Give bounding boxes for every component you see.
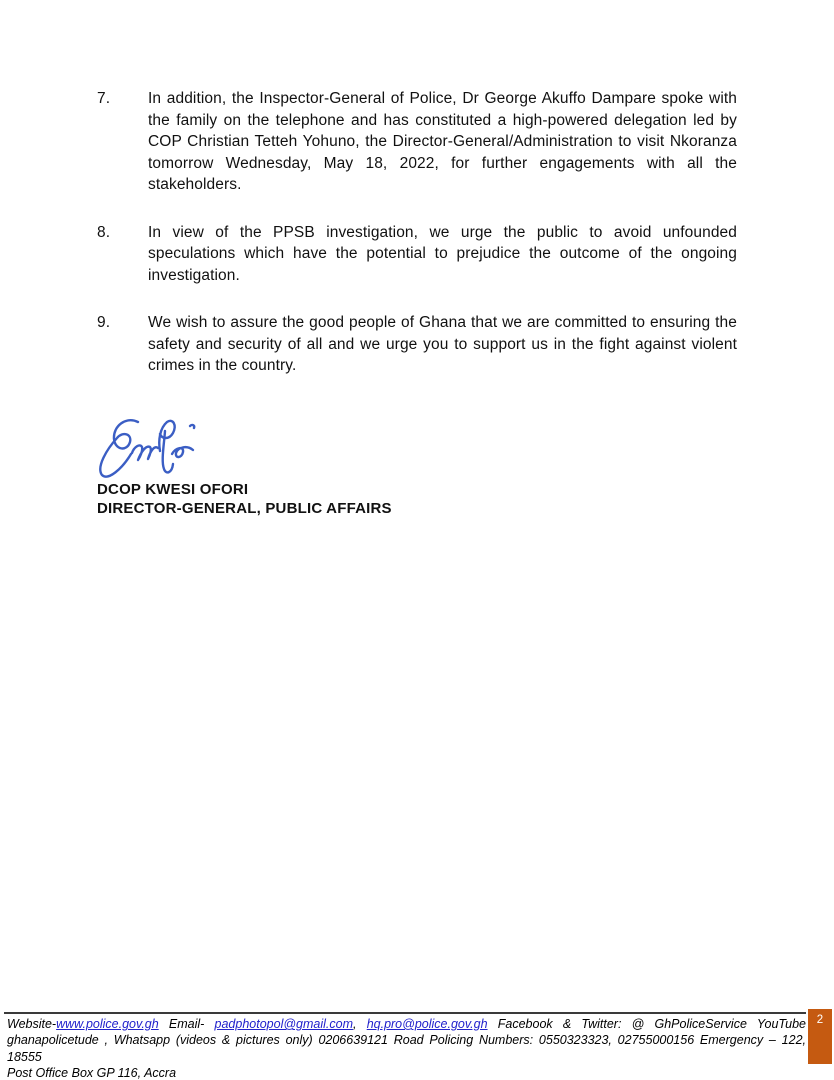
item-text: In addition, the Inspector-General of Police, Dr George Akuffo Dampare spoke with the family on the telephone and has constituted a high-powered delegation led by COP Christian Tetteh Yohuno, the Director-General/Administration to visit Nkoranza tomorrow Wednesday, May 18, 2022, for further engagements with all the stakeholders. (148, 90, 737, 193)
email-link-2[interactable]: hq.pro@police.gov.gh (366, 1017, 488, 1031)
website-label: Website- (7, 1017, 57, 1031)
page-footer (7, 1016, 806, 1080)
footer-divider (4, 1012, 806, 1014)
footer-line-2: ghanapolicetude , Whatsapp (videos & pictures only) 0206639121 Road Policing Numbers: 0550323323, 02755000156 Emergency – 122, 18555 (7, 1033, 806, 1064)
footer-line-1 (7, 1016, 806, 1032)
signature-image (88, 407, 203, 487)
item-number: 7. (97, 90, 111, 107)
social-handles: Facebook & Twitter: @ GhPoliceService YouTube (497, 1017, 806, 1031)
footer-line-3: Post Office Box GP 116, Accra (7, 1065, 177, 1080)
separator: , (353, 1017, 357, 1031)
item-number: 8. (97, 223, 111, 241)
signatory-title: DIRECTOR-GENERAL, PUBLIC AFFAIRS (97, 499, 392, 517)
item-text: In view of the PPSB investigation, we urge the public to avoid unfounded speculations which have the potential to prejudice the outcome of the ongoing investigation. (148, 223, 737, 284)
email-link-1[interactable]: padphotopol@gmail.com (214, 1017, 353, 1031)
email-label: Email- (168, 1017, 205, 1031)
signatory-block (97, 481, 392, 518)
website-link[interactable]: www.police.gov.gh (56, 1017, 159, 1031)
signatory-name: DCOP KWESI OFORI (97, 481, 249, 498)
signature-svg (88, 407, 203, 487)
list-item-9 (97, 312, 737, 377)
body-copy (97, 88, 737, 403)
item-text: We wish to assure the good people of Ghana that we are committed to ensuring the safety and security of all and we urge you to support us in the fight against violent crimes in the country. (148, 314, 737, 374)
item-number: 9. (97, 314, 111, 331)
page-number-badge: 2 (808, 1009, 832, 1064)
list-item-7 (97, 88, 737, 196)
list-item-8 (97, 222, 737, 287)
